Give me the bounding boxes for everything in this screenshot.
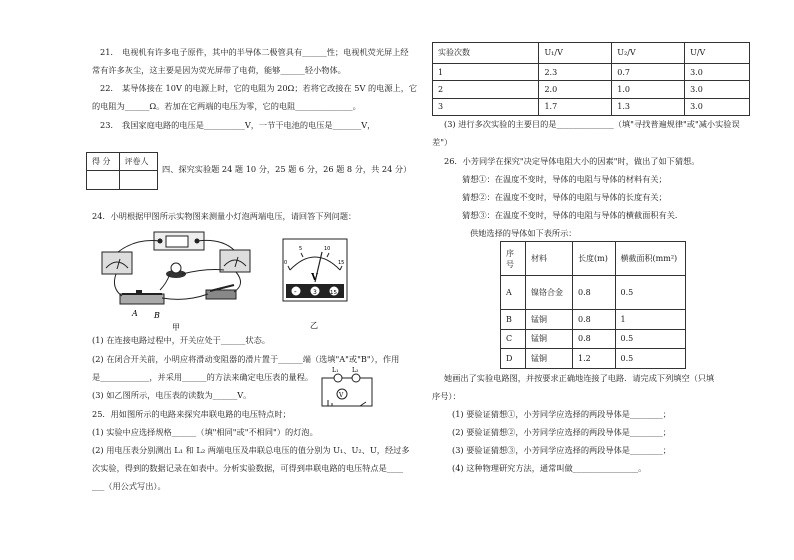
table-cell: 3.0 <box>685 98 750 115</box>
lamp-l1-label: L₁ <box>332 367 339 374</box>
q26-answer4: (4) 这种物理研究方法，通常叫做________________。 <box>452 463 647 473</box>
q25-intro: 25．用如图所示的电路来探究串联电路的电压特点时； <box>92 409 291 419</box>
table-cell: C <box>501 329 526 349</box>
header-cell: 横截面积(mm²) <box>615 242 685 276</box>
table-header-row <box>433 43 750 64</box>
voltmeter-face-yi <box>282 238 350 334</box>
scale-5: 5 <box>299 246 303 252</box>
header-cell: 材料 <box>526 242 573 276</box>
table-cell: 2.0 <box>539 81 612 98</box>
header-cell: 序号 <box>501 242 526 276</box>
grader-cell <box>119 171 158 190</box>
q24-part2-line2: 是____________，并采用______的方法来确定电压表的量程。 <box>92 372 314 382</box>
header-cell: U₁/V <box>539 43 612 64</box>
table-cell: 0.5 <box>615 349 685 369</box>
table-cell: 0.7 <box>612 63 685 80</box>
bulb <box>171 263 181 273</box>
q21-line2: 常有许多灰尘，这主要是因为荧光屏带了电荷，能够______轻小物体。 <box>92 65 346 75</box>
table-cell: B <box>501 310 526 330</box>
table-cell: 2 <box>433 81 539 98</box>
score-cell <box>87 171 120 190</box>
wire <box>114 274 122 296</box>
q21-line1: 电视机有许多电子原件，其中的半导体二极管具有______性；电视机荧光屏上经 <box>122 47 409 57</box>
table-cell: 1.0 <box>612 81 685 98</box>
series-circuit-diagram <box>318 366 378 412</box>
table-cell: D <box>501 349 526 369</box>
table-row <box>501 349 686 369</box>
label-a: A <box>132 309 138 318</box>
wire <box>234 272 241 292</box>
score-box <box>86 152 158 190</box>
meter-v-symbol: V <box>311 273 318 283</box>
q23-text: 我国家庭电路的电压是__________V，一节干电池的电压是_______V， <box>122 120 376 130</box>
header-cell: 长度(m) <box>573 242 616 276</box>
wire <box>162 294 208 299</box>
label-b: B <box>154 311 160 320</box>
table-cell: A <box>501 276 526 310</box>
table-cell: 0.5 <box>615 329 685 349</box>
table-cell: 锰铜 <box>526 329 573 349</box>
table-cell: 3.0 <box>685 81 750 98</box>
switch-symbol <box>360 402 366 406</box>
header-cell: 实验次数 <box>433 43 539 64</box>
q25-part2-line1: (2) 用电压表分别测出 L₁ 和 L₂ 两端电压及串联总电压的值分别为 U₁、U₂、U，经过多 <box>92 445 410 455</box>
q26-answer3: (3) 要验证猜想③，小芳同学应选择的两段导体是________； <box>452 445 671 455</box>
table-cell: 1.2 <box>573 349 616 369</box>
section-4-heading: 四、探究实验题 24 题 10 分，25 题 6 分，26 题 8 分，共 24 分） <box>162 164 412 174</box>
q26-answer2: (2) 要验证猜想②，小芳同学应选择的两段导体是________； <box>452 427 671 437</box>
fig-yi-caption: 乙 <box>310 321 318 330</box>
header-cell: U₂/V <box>612 43 685 64</box>
table-cell: 0.5 <box>615 276 685 310</box>
q25-part3-line1: (3) 进行多次实验的主要目的是______________（填"寻找普遍规律"或"减小实验误 <box>444 119 740 129</box>
q24-part2-line1: (2) 在闭合开关前，小明应将滑动变阻器的滑片置于______端（选填"A"或"B"），作用 <box>92 354 400 364</box>
grader-label: 评卷人 <box>119 153 158 171</box>
q22-number: 22. <box>100 83 114 93</box>
q26-answer1: (1) 要验证猜想①，小芳同学应选择的两段导体是________； <box>452 409 671 419</box>
circuit-photo-jia <box>96 228 258 332</box>
q25-part1: (1) 实验中应选择规格______（填"相同"或"不相同"）的灯泡。 <box>92 427 318 437</box>
q24-intro: 24．小明根据甲图所示实物图来测量小灯泡两端电压，请回答下列问题： <box>92 211 357 221</box>
battery-window <box>166 236 188 247</box>
q26-guess1: 猜想①：在温度不变时，导体的电阻与导体的材料有关； <box>462 174 667 184</box>
rheostat <box>120 294 164 304</box>
table-cell: 1 <box>433 63 539 80</box>
table-cell: 2.3 <box>539 63 612 80</box>
q23-number: 23. <box>100 120 114 130</box>
table-cell: 0.8 <box>573 276 616 310</box>
table-header-row <box>501 242 686 276</box>
q26-conductor-table <box>500 241 686 369</box>
header-cell: U/V <box>685 43 750 64</box>
table-cell: 锰铜 <box>526 349 573 369</box>
fig-jia-caption: 甲 <box>172 323 180 332</box>
score-label: 得 分 <box>87 153 120 171</box>
table-cell: 1.7 <box>539 98 612 115</box>
table-cell: 1 <box>615 310 685 330</box>
q26-supply-text: 供她选择的导体如下表所示： <box>470 228 577 238</box>
q24-part1: (1) 在连接电路过程中，开关应处于______状态。 <box>92 335 270 345</box>
terminal-3-label: 3 <box>313 289 317 296</box>
table-row <box>501 310 686 330</box>
table-cell: 镍铬合金 <box>526 276 573 310</box>
q25-part3-line2: 差"） <box>432 137 453 147</box>
scale-15: 15 <box>338 260 345 266</box>
q26-guess3: 猜想③：在温度不变时，导体的电阻与导体的横截面积有关． <box>462 210 684 220</box>
lamp-l1 <box>334 374 342 382</box>
table-cell: 3.0 <box>685 63 750 80</box>
q26-para-line1: 她画出了实验电路图，并按要求正确地连接了电路．请完成下列填空（只填 <box>444 373 715 383</box>
table-cell: 0.8 <box>573 310 616 330</box>
table-cell: 3 <box>433 98 539 115</box>
lamp-l2-label: L₂ <box>352 367 359 374</box>
terminal-neg-label: - <box>294 288 297 296</box>
voltmeter-label: V <box>339 392 344 399</box>
table-row <box>433 81 750 98</box>
wire <box>182 270 224 275</box>
q26-guess2: 猜想②：在温度不变时，导体的电阻与导体的长度有关； <box>462 192 667 202</box>
q25-data-table <box>432 42 750 116</box>
wire <box>160 274 170 290</box>
q25-part2-line2: 次实验，得到的数据记录在如表中。分析实验数据，可得到串联电路的电压特点是____ <box>92 463 404 473</box>
q22-line2: 的电阻为______Ω。若加在它两端的电压为零，它的电阻______________。 <box>92 101 361 111</box>
lamp-l2 <box>352 374 360 382</box>
table-row <box>433 63 750 80</box>
table-row <box>433 98 750 115</box>
scale-10: 10 <box>324 246 331 252</box>
q24-part3: (3) 如乙图所示，电压表的读数为______V。 <box>92 390 252 400</box>
ammeter <box>102 252 132 274</box>
voltmeter <box>220 250 250 272</box>
q21-number: 21. <box>100 47 114 57</box>
q26-intro: 26．小芳同学在探究"决定导体电阻大小的因素"时，做出了如下猜想。 <box>444 156 700 166</box>
table-cell: 1.3 <box>612 98 685 115</box>
scale-0: 0 <box>284 260 288 266</box>
table-row <box>501 329 686 349</box>
table-cell: 锰铜 <box>526 310 573 330</box>
table-row <box>501 276 686 310</box>
terminal-15-label: 15 <box>330 290 337 296</box>
rheostat-slider <box>136 290 142 295</box>
q22-line1: 某导体接在 10V 的电源上时，它的电阻为 20Ω；若将它改接在 5V 的电源上，它 <box>122 83 418 93</box>
q26-para-line2: 序号）： <box>432 391 461 401</box>
table-cell: 0.8 <box>573 329 616 349</box>
q25-part2-line3: ___（用公式写出）。 <box>92 481 166 491</box>
